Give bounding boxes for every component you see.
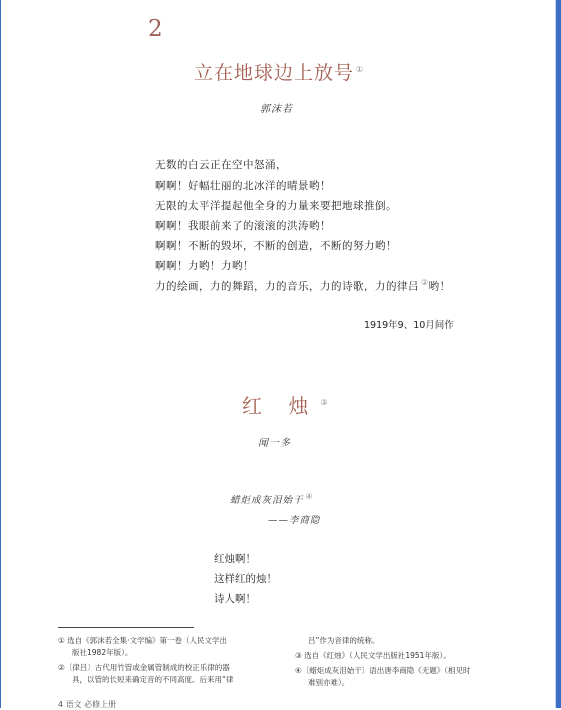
verse-line: 无数的白云正在空中怒涌，	[155, 159, 287, 171]
footnote-marker: ②	[421, 278, 429, 287]
poem-author: 闻一多	[258, 438, 291, 449]
footnote-marker: ①	[356, 64, 365, 74]
page-left-edge	[0, 0, 1, 708]
epigraph-text: 蜡炬成灰泪始干	[230, 495, 304, 507]
poem-title	[194, 58, 364, 85]
footnote-divider	[58, 627, 194, 628]
footnote: 难别亦难）。	[308, 678, 350, 687]
footnote: ① 选自《郭沫若全集·文学编》第一卷（人民文学出	[58, 636, 227, 645]
lesson-number: 2	[148, 16, 163, 42]
verse-line-end: 哟！	[428, 280, 451, 293]
footnote: 版社1982年版）。	[72, 648, 133, 657]
verse-line: 这样红的烛！	[214, 573, 277, 585]
verse-line: 啊啊！我眼前来了的滚滚的洪涛哟！	[155, 220, 331, 232]
footnote: 吕”作为音律的统称。	[308, 636, 380, 645]
verse-line: 诗人啊！	[214, 593, 256, 605]
poem-title-text: 红 烛	[242, 394, 319, 418]
footnote-marker: ④	[305, 492, 314, 501]
poem-title	[242, 390, 328, 419]
page-footer: 4 语文 必修上册	[58, 700, 117, 709]
verse-line: 红烛啊！	[214, 553, 256, 565]
verse-line: 啊啊！好幅壮丽的北冰洋的晴景哟！	[155, 180, 331, 192]
footnote: ④〔蜡炬成灰泪始干〕语出唐李商隐《无题》（相见时	[295, 666, 471, 675]
composition-date: 1919年9、10月间作	[364, 320, 454, 331]
footnote: ②〔律吕〕古代用竹管或金属管制成的校正乐律的器	[58, 663, 230, 672]
verse-line: 无限的太平洋提起他全身的力量来要把地球推倒。	[155, 200, 397, 212]
footnote: 具，以管的长短来确定音的不同高度。后来用“律	[72, 675, 234, 684]
poem-title-text: 立在地球边上放号	[194, 62, 355, 84]
page-right-edge	[556, 0, 561, 708]
epigraph	[230, 492, 314, 506]
footnote-marker: ③	[320, 398, 328, 408]
verse-line-text: 力的绘画，力的舞蹈，力的音乐，力的诗歌，力的律吕	[155, 280, 419, 293]
verse-line	[155, 278, 451, 294]
verse-line: 啊啊！不断的毁坏，不断的创造，不断的努力哟！	[155, 240, 397, 252]
footnote: ③ 选自《红烛》（人民文学出版社1951年版）。	[295, 651, 451, 660]
epigraph-source: ——李商隐	[268, 515, 321, 526]
verse-line: 啊啊！力哟！力哟！	[155, 260, 254, 272]
poem-author: 郭沫若	[260, 104, 293, 115]
